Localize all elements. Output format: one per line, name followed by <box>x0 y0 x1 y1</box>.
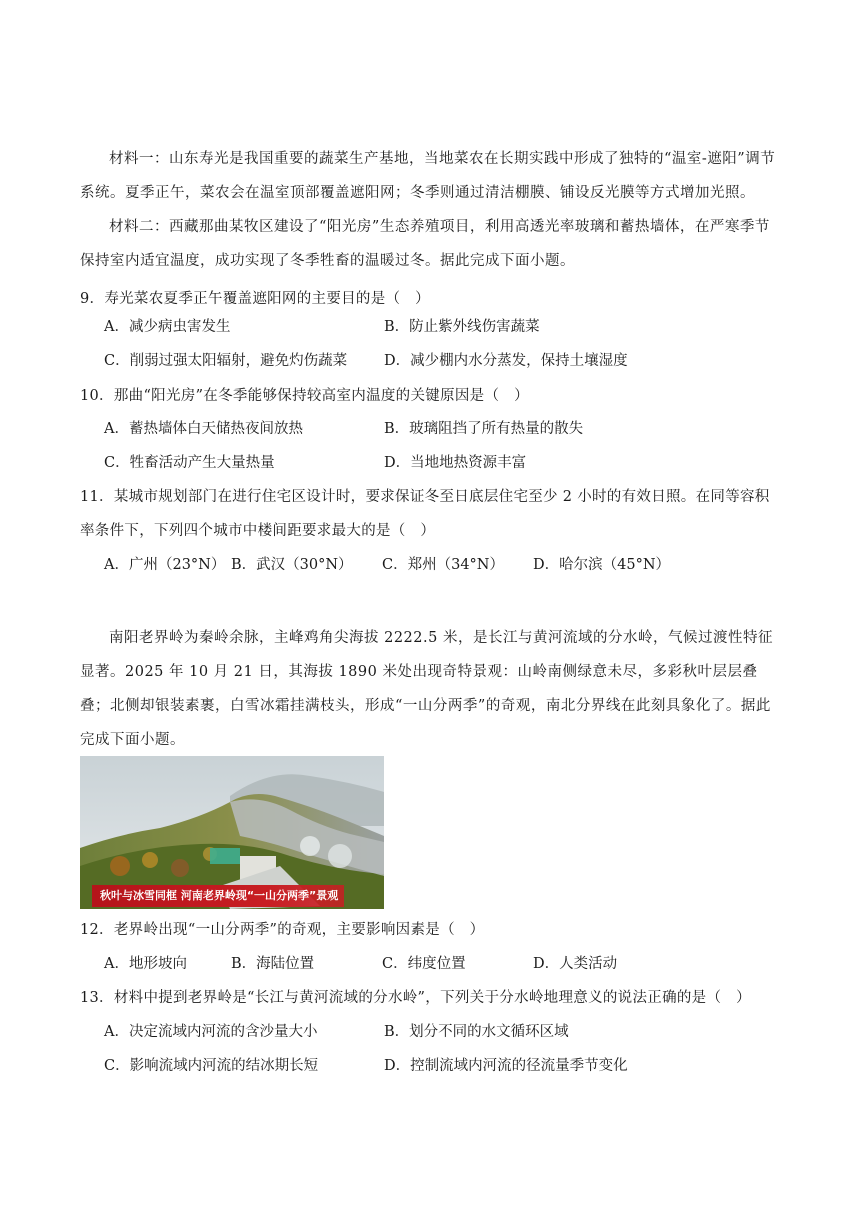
photo-caption: 秋叶与冰雪同框 河南老界岭现“一山分两季”景观 <box>92 885 344 907</box>
question-10-option-c: C．牲畜活动产生大量热量 <box>104 455 275 471</box>
question-12-option-a: A．地形坡向 <box>104 956 187 972</box>
question-12-option-c: C．纬度位置 <box>382 956 466 972</box>
question-9-stem: 9．寿光菜农夏季正午覆盖遮阳网的主要目的是（ ） <box>80 291 430 307</box>
question-10-option-b: B．玻璃阻挡了所有热量的散失 <box>384 421 584 437</box>
question-10-option-a: A．蓄热墙体白天储热夜间放热 <box>104 421 303 437</box>
question-11-option-a: A．广州（23°N） <box>104 557 226 573</box>
question-11-stem: 11．某城市规划部门在进行住宅区设计时，要求保证冬至日底层住宅至少 2 小时的有效日照。在同等容积率条件下，下列四个城市中楼间距要求最大的是（ ） <box>80 489 770 539</box>
material-2-paragraph: 材料二：西藏那曲某牧区建设了“阳光房”生态养殖项目，利用高透光率玻璃和蓄热墙体，在严寒季节保持室内适宜温度，成功实现了冬季牲畜的温暖过冬。据此完成下面小题。 <box>80 219 770 269</box>
question-10-stem: 10．那曲“阳光房”在冬季能够保持较高室内温度的关键原因是（ ） <box>80 388 529 404</box>
question-13-option-c: C．影响流域内河流的结冰期长短 <box>104 1058 319 1074</box>
question-10-option-d: D．当地地热资源丰富 <box>384 455 527 471</box>
question-11-option-b: B．武汉（30°N） <box>231 557 353 573</box>
question-9-option-d: D．减少棚内水分蒸发，保持土壤湿度 <box>384 353 628 369</box>
question-13-option-a: A．决定流域内河流的含沙量大小 <box>104 1024 318 1040</box>
mountain-photo <box>80 756 384 909</box>
question-9-option-c: C．削弱过强太阳辐射，避免灼伤蔬菜 <box>104 353 348 369</box>
question-9-option-a: A．减少病虫害发生 <box>104 319 231 335</box>
material-1-paragraph: 材料一：山东寿光是我国重要的蔬菜生产基地，当地菜农在长期实践中形成了独特的“温室-遮阳”调节系统。夏季正午，菜农会在温室顶部覆盖遮阳网；冬季则通过清洁棚膜、铺设反光膜等方式增加光照。 <box>80 151 776 201</box>
question-12-option-d: D．人类活动 <box>533 956 618 972</box>
question-13-option-b: B．划分不同的水文循环区域 <box>384 1024 569 1040</box>
question-12-stem: 12．老界岭出现“一山分两季”的奇观，主要影响因素是（ ） <box>80 922 485 938</box>
question-13-stem: 13．材料中提到老界岭是“长江与黄河流域的分水岭”，下列关于分水岭地理意义的说法正确的是（ ） <box>80 990 751 1006</box>
question-11-option-d: D．哈尔滨（45°N） <box>533 557 671 573</box>
question-11-option-c: C．郑州（34°N） <box>382 557 504 573</box>
material-3-paragraph: 南阳老界岭为秦岭余脉，主峰鸡角尖海拔 2222.5 米，是长江与黄河流域的分水岭，气候过渡性特征显著。2025 年 10 月 21 日，其海拔 1890 米处出现奇特景观：山岭南侧绿意未尽，多彩秋叶层层叠叠；北侧却银装素裹，白雪冰霜挂满枝头，形成“一山分两季”的奇观，南北分界线在此刻具象化了。据此完成下面小题。 <box>80 630 773 748</box>
question-9-option-b: B．防止紫外线伤害蔬菜 <box>384 319 540 335</box>
question-12-option-b: B．海陆位置 <box>231 956 315 972</box>
question-13-option-d: D．控制流域内河流的径流量季节变化 <box>384 1058 628 1074</box>
